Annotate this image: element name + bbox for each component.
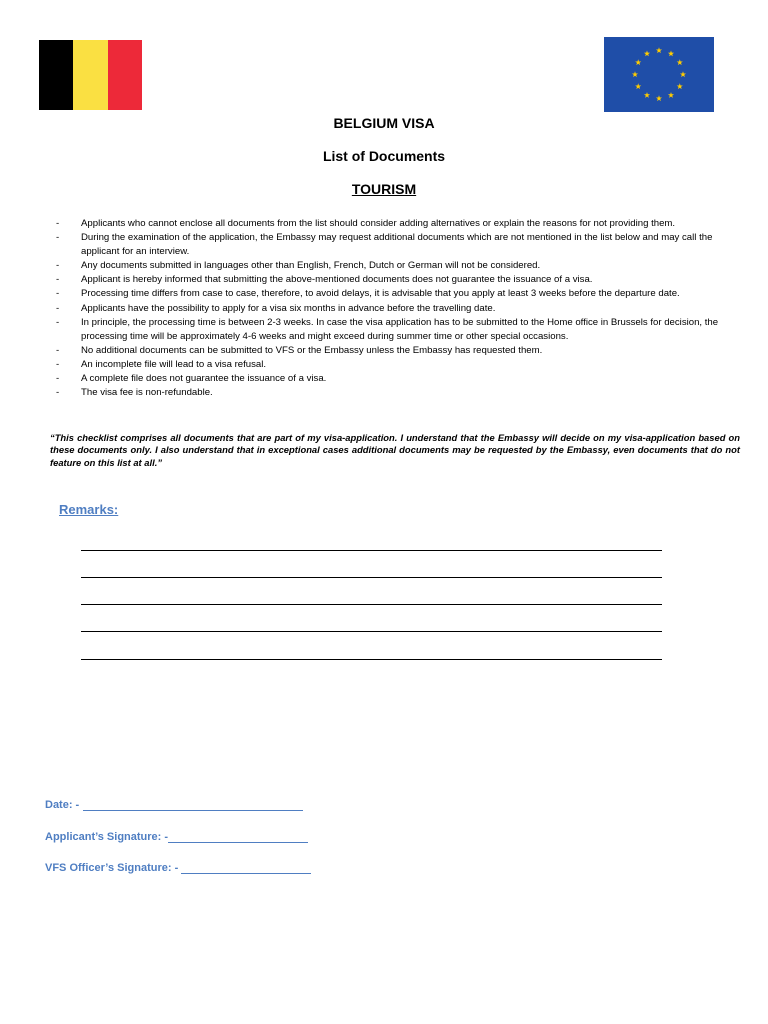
list-item — [56, 344, 720, 358]
list-item — [56, 358, 720, 372]
document-title: BELGIUM VISA — [333, 115, 435, 131]
bullet-marker: - — [56, 387, 60, 399]
list-item-text: No additional documents can be submitted to VFS or the Embassy unless the Embassy has requested them. — [81, 344, 543, 356]
list-item — [56, 302, 720, 316]
applicant-signature-row — [45, 829, 308, 843]
list-item-text: An incomplete file will lead to a visa refusal. — [81, 358, 267, 370]
list-item-text: A complete file does not guarantee the issuance of a visa. — [81, 373, 327, 385]
bullet-marker: - — [56, 344, 60, 356]
list-item — [56, 231, 720, 259]
list-item-text: Applicants who cannot enclose all documents from the list should consider adding alternatives or explain the reasons for not providing them. — [81, 218, 676, 229]
bullet-marker: - — [56, 232, 60, 244]
list-item — [56, 316, 720, 344]
date-field[interactable] — [83, 798, 303, 811]
bullet-marker: - — [56, 218, 60, 229]
officer-signature-field[interactable] — [181, 861, 311, 874]
belgium-flag — [39, 40, 142, 110]
bullet-marker: - — [56, 260, 60, 272]
remarks-line[interactable] — [81, 577, 662, 578]
list-item-text: The visa fee is non-refundable. — [81, 387, 213, 399]
officer-signature-row — [45, 860, 311, 874]
bullet-marker: - — [56, 373, 60, 385]
list-item — [56, 273, 720, 287]
list-item-text: Processing time differs from case to case, therefore, to avoid delays, it is advisable that you apply at least 3 weeks before the departure date. — [81, 288, 680, 300]
flag-yellow-band — [73, 40, 107, 110]
applicant-signature-field[interactable] — [168, 830, 308, 843]
list-item-text: Applicant is hereby informed that submitting the above-mentioned documents does not guarantee the issuance of a visa. — [81, 274, 593, 286]
declaration-statement: “This checklist comprises all documents that are part of my visa-application. I understand that the Embassy will decide on my visa-application based on these documents only. I also understand that in exceptional cases additional documents may be requested by the Embassy, even documents that do not feature on this list at all.” — [50, 432, 740, 468]
list-item — [56, 217, 720, 231]
list-item — [56, 287, 720, 301]
remarks-line[interactable] — [81, 631, 662, 632]
bullet-marker: - — [56, 288, 60, 300]
remarks-line[interactable] — [81, 604, 662, 605]
list-item — [56, 386, 720, 400]
bullet-marker: - — [56, 316, 60, 328]
date-label: Date: - — [45, 799, 80, 811]
date-row — [45, 797, 303, 811]
flag-red-band — [108, 40, 142, 110]
document-subtitle: List of Documents — [322, 148, 446, 164]
bullet-marker: - — [56, 302, 60, 314]
list-item-text: In principle, the processing time is between 2-3 weeks. In case the visa application has to be submitted to the Home office in Brussels for decision, the processing time will be approximately 4-6 weeks and might exceed during summer time or other special occasions. — [81, 316, 719, 342]
list-item-text: Applicants have the possibility to apply for a visa six months in advance before the travelling date. — [81, 302, 496, 314]
bullet-marker: - — [56, 274, 60, 286]
flag-black-band — [39, 40, 73, 110]
eu-flag — [604, 37, 714, 112]
officer-signature-label: VFS Officer’s Signature: - — [45, 862, 179, 874]
list-item — [56, 372, 720, 386]
visa-category: TOURISM — [351, 181, 417, 197]
bullet-marker: - — [56, 358, 60, 370]
remarks-line[interactable] — [81, 550, 662, 551]
list-item-text: Any documents submitted in languages other than English, French, Dutch or German will not be considered. — [81, 260, 541, 272]
remarks-label: Remarks: — [59, 502, 119, 517]
instructions-list — [56, 217, 720, 400]
applicant-signature-label: Applicant’s Signature: - — [45, 831, 169, 843]
list-item-text: During the examination of the application, the Embassy may request additional documents which are not mentioned in the list below and may call the applicant for an interview. — [81, 232, 713, 258]
list-item — [56, 259, 720, 273]
remarks-line[interactable] — [81, 659, 662, 660]
